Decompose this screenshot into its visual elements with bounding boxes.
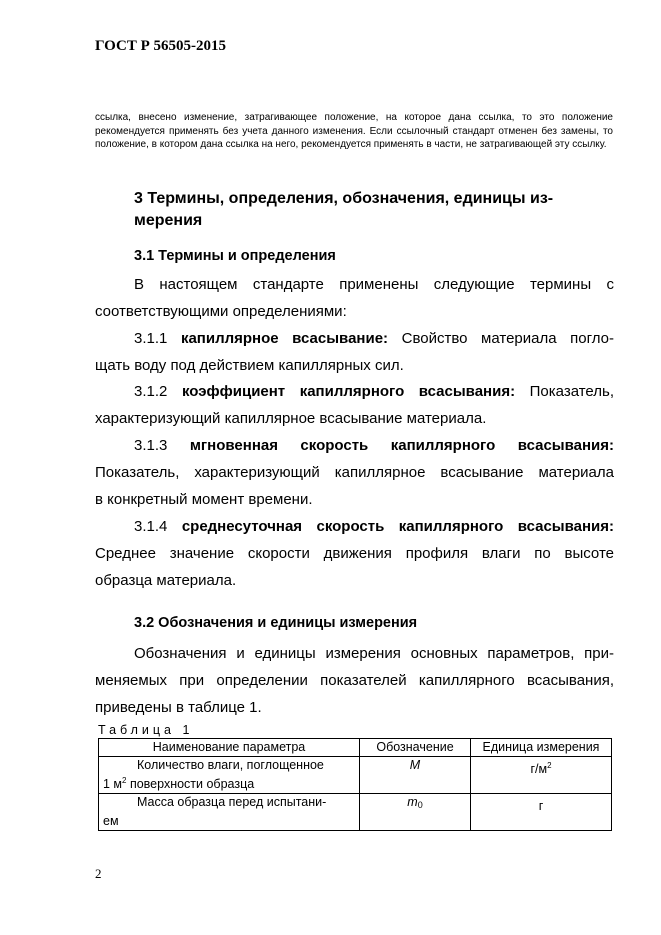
term-definition-start: Среднее значение скорости движения профиля влаги по высоте (95, 545, 614, 562)
symbol-sub: 0 (417, 800, 423, 810)
term-3-1-1 (95, 325, 614, 379)
term-definition-end: в конкретный момент времени. (95, 491, 313, 508)
sub32-line-2: меняемых при определении показателей капиллярного всасывания, (95, 672, 614, 689)
unit-text: г (538, 799, 544, 813)
cell-symbol (360, 794, 471, 831)
param-name-text-end: поверхности образца (126, 777, 255, 791)
sub32-line-3: приведены в таблице 1. (95, 699, 262, 716)
term-3-1-4-line1 (95, 513, 614, 540)
term-3-1-3-line1 (95, 432, 614, 459)
term-definition-start: Показатель, характеризующий капиллярное всасывание материала (95, 464, 614, 481)
term-name: мгновенная скорость капиллярного всасывания: (189, 437, 614, 454)
table-row (99, 794, 612, 831)
term-number: 3.1.3 (134, 437, 168, 454)
symbol-text: m (407, 795, 418, 809)
sub32-line-1: Обозначения и единицы измерения основных параметров, при- (134, 645, 614, 662)
term-3-1-2 (95, 378, 614, 432)
term-definition-end: образца материала. (95, 572, 237, 589)
symbol-text: M (409, 758, 421, 772)
subsection-3-1-title: 3.1 Термины и определения (134, 248, 336, 264)
param-name-sup: 2 (122, 776, 127, 785)
term-3-1-1-line1 (95, 325, 614, 352)
term-3-1-4 (95, 513, 614, 594)
section-3-title (134, 188, 604, 232)
term-3-1-2-line1 (95, 378, 614, 405)
term-number: 3.1.1 (134, 330, 168, 347)
intro-line-1: В настоящем стандарте применены следующие термины с (134, 276, 614, 293)
param-name-text: ем (103, 814, 119, 828)
term-definition-end: щать воду под действием капиллярных сил. (95, 357, 404, 374)
term-number: 3.1.4 (134, 518, 168, 535)
document-header: ГОСТ Р 56505-2015 (95, 38, 227, 54)
term-name: среднесуточная скорость капиллярного всасывания: (181, 518, 614, 535)
table-row (99, 757, 612, 794)
param-name-text: 1 м (103, 777, 123, 791)
header-parameter-name: Наименование параметра (99, 739, 360, 757)
section-3-title-line1: 3 Термины, определения, обозначения, единицы из- (134, 190, 554, 207)
term-name: коэффициент капиллярного всасывания: (181, 383, 516, 400)
intro-line-2: соответствующими определениями: (95, 303, 347, 320)
table-header-row (99, 739, 612, 757)
footnote-paragraph: ссылка, внесено изменение, затрагивающее положение, на которое дана ссылка, то это положение рекомендуется применять без учета данного изменения. Если ссылочный стандарт отменен без замены, то положение, в котором дана ссылка на него, рекомендуется применять в части, не затрагивающей эту ссылку. (95, 112, 613, 150)
unit-sup: 2 (547, 761, 552, 770)
footnote-text (95, 111, 613, 152)
subsection-3-2-title: 3.2 Обозначения и единицы измерения (134, 615, 418, 631)
table-caption: Таблица 1 (98, 723, 194, 737)
intro-paragraph (95, 271, 614, 325)
unit-text: г/м (530, 762, 548, 776)
term-definition-end: характеризующий капиллярное всасывание материала. (95, 410, 487, 427)
param-name-line2 (103, 814, 119, 828)
term-definition-start: Показатель, (529, 383, 615, 400)
subsection-3-2-paragraph (95, 640, 614, 721)
param-name-line1: Количество влаги, поглощенное (137, 758, 324, 772)
term-name: капиллярное всасывание: (180, 330, 389, 347)
cell-parameter-name (99, 757, 360, 794)
term-3-1-3 (95, 432, 614, 513)
cell-symbol (360, 757, 471, 794)
header-unit: Единица измерения (471, 739, 612, 757)
cell-parameter-name (99, 794, 360, 831)
section-3-title-line2: мерения (134, 212, 203, 229)
cell-unit (471, 757, 612, 794)
param-name-line2 (103, 777, 254, 791)
term-number: 3.1.2 (134, 383, 168, 400)
parameters-table (98, 738, 612, 831)
header-symbol: Обозначение (360, 739, 471, 757)
page-number: 2 (95, 866, 102, 881)
term-definition-start: Свойство материала погло- (401, 330, 615, 347)
param-name-line1: Масса образца перед испытани- (137, 795, 327, 809)
cell-unit (471, 794, 612, 831)
